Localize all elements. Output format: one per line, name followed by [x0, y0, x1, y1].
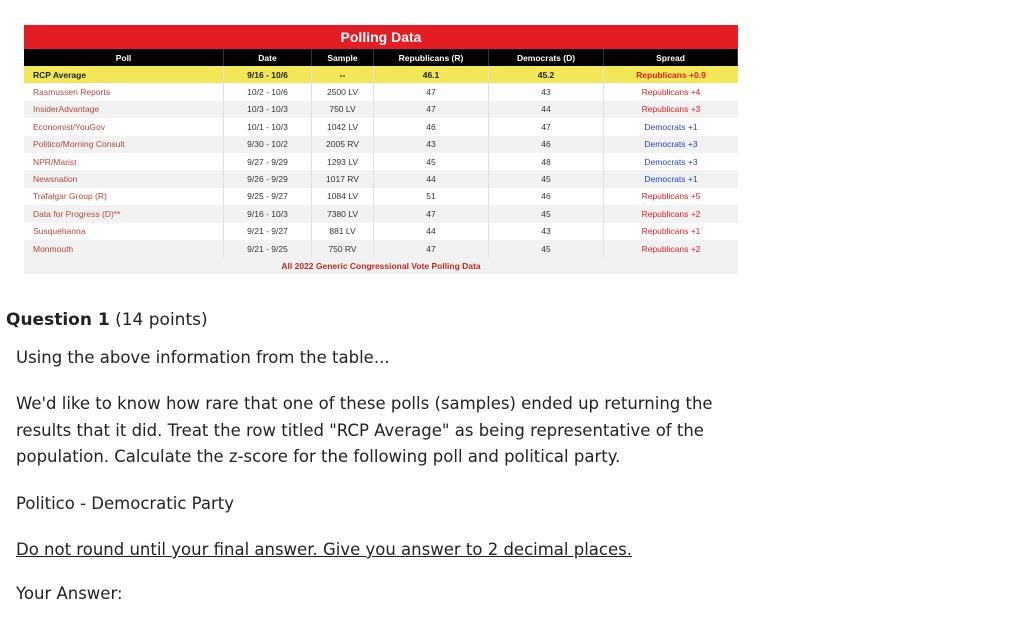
sample-cell	[312, 240, 374, 257]
date-cell	[224, 83, 312, 100]
spread-cell	[604, 170, 738, 187]
poll-name-link[interactable]	[24, 240, 224, 257]
democrats-cell-text: 46	[541, 191, 551, 202]
sample-cell-text: 750 LV	[329, 104, 356, 115]
spread-cell-text: Republicans +2	[641, 243, 701, 254]
spread-cell	[604, 223, 738, 240]
sample-cell-text: 7380 LV	[326, 208, 359, 219]
democrats-cell-text: 45.2	[537, 69, 555, 80]
democrats-cell	[489, 118, 604, 135]
sample-cell	[312, 83, 374, 100]
table-row	[24, 136, 738, 153]
date-cell-text: 10/1 - 10/3	[247, 121, 288, 132]
table-title: Polling Data	[24, 25, 738, 49]
democrats-cell-text: 43	[541, 87, 551, 98]
sample-cell-text: 1042 LV	[326, 121, 359, 132]
poll-name-link[interactable]	[24, 118, 224, 135]
sample-cell-text: --	[339, 69, 346, 80]
republicans-cell-text: 44	[426, 174, 436, 185]
democrats-cell-text: 48	[541, 156, 551, 167]
democrats-cell-text: 47	[541, 121, 551, 132]
sample-cell	[312, 170, 374, 187]
date-cell-text: 9/25 - 9/27	[247, 191, 288, 202]
column-header-date: Date	[224, 49, 312, 66]
poll-name-link[interactable]	[24, 188, 224, 205]
republicans-cell-text: 47	[426, 87, 436, 98]
sample-cell	[312, 101, 374, 118]
question-prompt: We'd like to know how rare that one of these polls (samples) ended up returning the results that it did. Treat the row titled "RCP Average" as being representative of the population. Calculate the z-score for the following poll and political party.	[16, 394, 713, 466]
question-target: Politico - Democratic Party	[16, 494, 234, 513]
spread-cell-text: Republicans +0.9	[636, 69, 706, 80]
sample-cell-text: 2005 RV	[326, 139, 359, 150]
spread-cell	[604, 66, 738, 83]
republicans-cell	[374, 83, 489, 100]
poll-name-link-text: Rasmussen Reports	[33, 87, 111, 98]
democrats-cell	[489, 136, 604, 153]
poll-name-link[interactable]	[24, 170, 224, 187]
democrats-cell	[489, 205, 604, 222]
column-header-spread: Spread	[604, 49, 738, 66]
spread-cell	[604, 188, 738, 205]
table-row	[24, 66, 738, 83]
table-row	[24, 170, 738, 187]
question-title	[6, 309, 208, 331]
spread-cell	[604, 83, 738, 100]
date-cell-text: 9/21 - 9/25	[247, 243, 288, 254]
column-header-sample: Sample	[312, 49, 374, 66]
spread-cell	[604, 136, 738, 153]
sample-cell	[312, 66, 374, 83]
date-cell	[224, 136, 312, 153]
poll-name-link-text: Monmouth	[33, 243, 74, 254]
poll-name-link[interactable]	[24, 223, 224, 240]
sample-cell-text: 1017 RV	[326, 174, 359, 185]
question-header	[6, 309, 208, 331]
sample-cell	[312, 136, 374, 153]
democrats-cell	[489, 83, 604, 100]
republicans-cell-text: 43	[426, 139, 436, 150]
democrats-cell	[489, 66, 604, 83]
table-row	[24, 188, 738, 205]
democrats-cell-text: 43	[541, 226, 551, 237]
date-cell-text: 9/21 - 9/27	[247, 226, 288, 237]
sample-cell	[312, 188, 374, 205]
poll-name-link[interactable]	[24, 83, 224, 100]
democrats-cell	[489, 153, 604, 170]
spread-cell	[604, 153, 738, 170]
poll-name-link-text: Politico/Morning Consult	[33, 139, 125, 150]
republicans-cell-text: 47	[426, 243, 436, 254]
poll-name-link-text: NPR/Marist	[33, 156, 77, 167]
table-row	[24, 101, 738, 118]
poll-name-link[interactable]	[24, 101, 224, 118]
republicans-cell	[374, 118, 489, 135]
date-cell-text: 9/16 - 10/3	[247, 208, 288, 219]
spread-cell	[604, 205, 738, 222]
table-row	[24, 83, 738, 100]
democrats-cell	[489, 240, 604, 257]
republicans-cell	[374, 205, 489, 222]
table-footer-link[interactable]: All 2022 Generic Congressional Vote Polling Data	[24, 257, 738, 274]
poll-name-link-text: InsiderAdvantage	[33, 104, 100, 115]
poll-name-link-text: Susquehanna	[33, 226, 86, 237]
spread-cell-text: Democrats +1	[644, 121, 698, 132]
poll-name-link-text: Data for Progress (D)**	[33, 208, 121, 219]
table-body	[24, 66, 738, 257]
republicans-cell-text: 45	[426, 156, 436, 167]
table-row	[24, 118, 738, 135]
republicans-cell-text: 46.1	[422, 69, 440, 80]
poll-name-link-text: Trafalgar Group (R)	[33, 191, 107, 202]
sample-cell	[312, 153, 374, 170]
column-header-poll: Poll	[24, 49, 224, 66]
question-instruction	[16, 537, 756, 564]
question-intro: Using the above information from the table...	[16, 348, 390, 367]
sample-cell	[312, 118, 374, 135]
poll-name-link[interactable]	[24, 66, 224, 83]
polling-data-table	[24, 25, 738, 274]
poll-name-link[interactable]	[24, 205, 224, 222]
republicans-cell	[374, 223, 489, 240]
table-row	[24, 240, 738, 257]
republicans-cell	[374, 153, 489, 170]
table-row	[24, 223, 738, 240]
democrats-cell	[489, 223, 604, 240]
republicans-cell	[374, 136, 489, 153]
poll-name-link-text: Newsnation	[33, 174, 78, 185]
date-cell	[224, 188, 312, 205]
democrats-cell	[489, 170, 604, 187]
republicans-cell-text: 46	[426, 121, 436, 132]
date-cell-text: 10/3 - 10/3	[247, 104, 288, 115]
date-cell-text: 10/2 - 10/6	[247, 87, 288, 98]
republicans-cell-text: 44	[426, 226, 436, 237]
democrats-cell	[489, 101, 604, 118]
republicans-cell	[374, 188, 489, 205]
date-cell	[224, 66, 312, 83]
sample-cell-text: 881 LV	[329, 226, 356, 237]
instruction-text: Do not round until your final answer. Give you answer to 2 decimal places.	[16, 540, 632, 559]
democrats-cell-text: 45	[541, 243, 551, 254]
table-row	[24, 153, 738, 170]
sample-cell	[312, 223, 374, 240]
republicans-cell	[374, 240, 489, 257]
republicans-cell-text: 51	[426, 191, 436, 202]
date-cell	[224, 153, 312, 170]
spread-cell	[604, 240, 738, 257]
republicans-cell-text: 47	[426, 208, 436, 219]
poll-name-link[interactable]	[24, 153, 224, 170]
spread-cell	[604, 101, 738, 118]
democrats-cell-text: 45	[541, 208, 551, 219]
democrats-cell	[489, 188, 604, 205]
sample-cell	[312, 205, 374, 222]
date-cell-text: 9/30 - 10/2	[247, 139, 288, 150]
spread-cell-text: Republicans +1	[641, 226, 701, 237]
sample-cell-text: 1293 LV	[326, 156, 359, 167]
spread-cell-text: Republicans +4	[641, 87, 701, 98]
poll-name-link[interactable]	[24, 136, 224, 153]
sample-cell-text: 2500 LV	[326, 87, 359, 98]
date-cell	[224, 223, 312, 240]
republicans-cell	[374, 101, 489, 118]
question-number: Question 1	[6, 310, 110, 330]
republicans-cell-text: 47	[426, 104, 436, 115]
poll-name-link-text: Economist/YouGov	[33, 121, 105, 132]
democrats-cell-text: 44	[541, 104, 551, 115]
date-cell	[224, 240, 312, 257]
column-header-republicans: Republicans (R)	[374, 49, 489, 66]
sample-cell-text: 750 RV	[328, 243, 357, 254]
spread-cell-text: Republicans +5	[641, 191, 701, 202]
answer-label: Your Answer:	[16, 584, 123, 603]
spread-cell	[604, 118, 738, 135]
date-cell	[224, 118, 312, 135]
question-points: (14 points)	[115, 310, 208, 330]
date-cell-text: 9/27 - 9/29	[247, 156, 288, 167]
spread-cell-text: Democrats +1	[644, 174, 698, 185]
spread-cell-text: Democrats +3	[644, 156, 698, 167]
date-cell	[224, 205, 312, 222]
column-header-democrats: Democrats (D)	[489, 49, 604, 66]
spread-cell-text: Republicans +2	[641, 208, 701, 219]
democrats-cell-text: 46	[541, 139, 551, 150]
date-cell-text: 9/26 - 9/29	[247, 174, 288, 185]
poll-name-link-text: RCP Average	[33, 69, 87, 80]
table-header-row	[24, 49, 738, 66]
spread-cell-text: Democrats +3	[644, 139, 698, 150]
democrats-cell-text: 45	[541, 174, 551, 185]
republicans-cell	[374, 170, 489, 187]
spread-cell-text: Republicans +3	[641, 104, 701, 115]
republicans-cell	[374, 66, 489, 83]
date-cell	[224, 170, 312, 187]
sample-cell-text: 1084 LV	[326, 191, 359, 202]
table-row	[24, 205, 738, 222]
date-cell-text: 9/16 - 10/6	[247, 69, 288, 80]
date-cell	[224, 101, 312, 118]
